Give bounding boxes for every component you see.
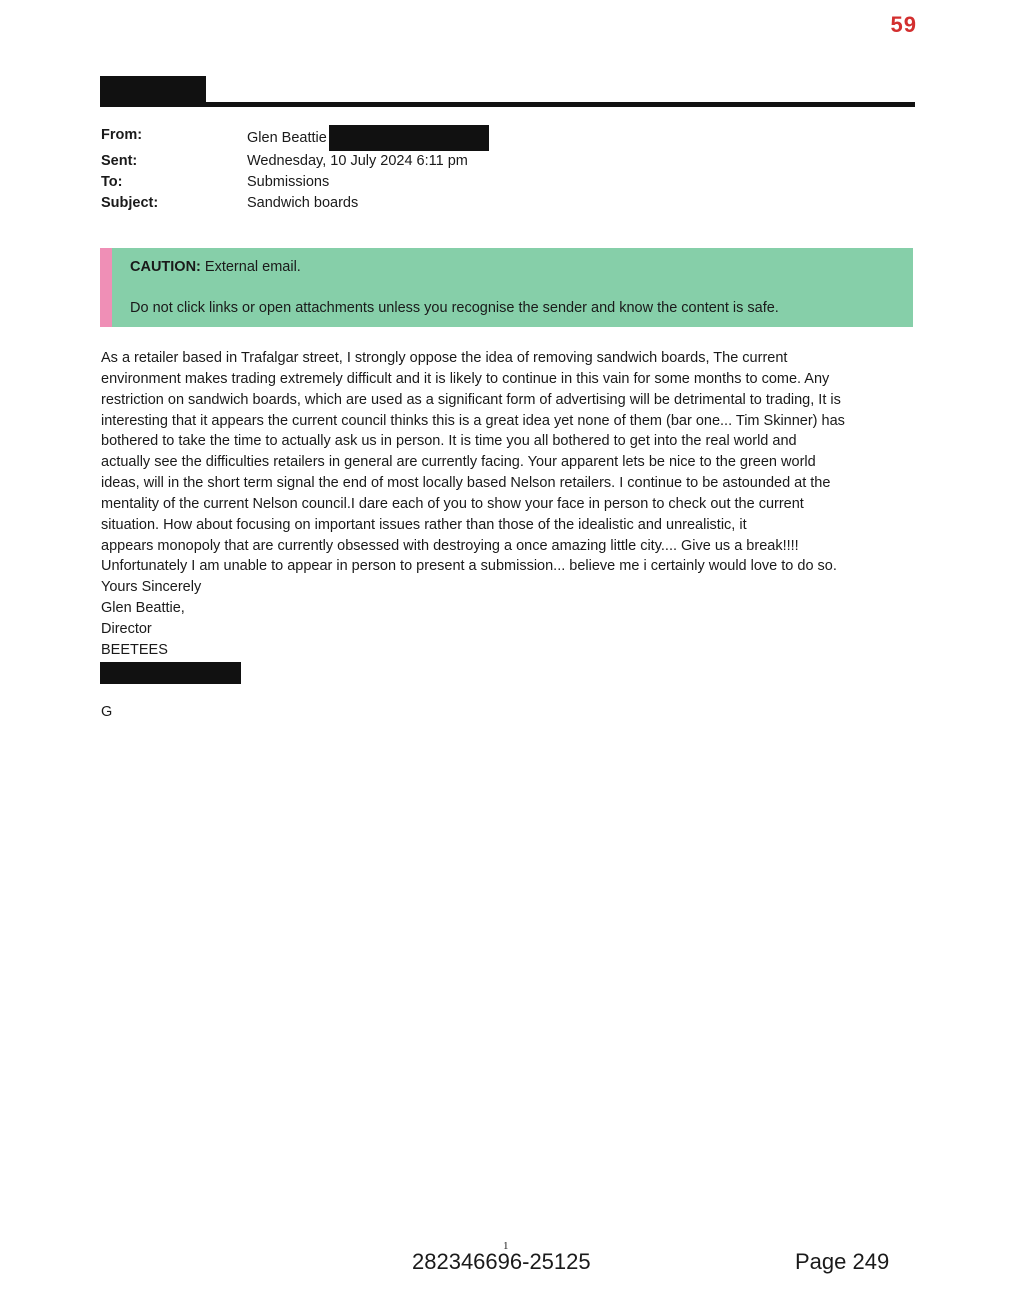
caution-label: CAUTION: (130, 259, 201, 275)
header-rule (100, 102, 915, 107)
signoff-line: Yours Sincerely (101, 579, 202, 596)
email-body (101, 348, 916, 661)
from-label: From: (101, 127, 143, 143)
body-line: actually see the difficulties retailers in general are currently facing. Your apparent lets be nice to the green world (101, 454, 816, 471)
body-line: bothered to take the time to actually ask us in person. It is time you all bothered to get into the real world and (101, 433, 797, 450)
sent-value: Wednesday, 10 July 2024 6:11 pm (247, 153, 468, 169)
redaction-signature-contact (100, 662, 241, 684)
caution-stripe (100, 248, 112, 327)
caution-text: External email. (200, 259, 301, 275)
email-metadata (101, 125, 489, 213)
sender-name: Glen Beattie (247, 129, 327, 146)
to-label: To: (101, 173, 123, 190)
signature-name: Glen Beattie, (101, 600, 185, 617)
caution-heading (130, 259, 301, 275)
trailing-text: G (101, 704, 113, 720)
from-row (101, 125, 489, 151)
body-line: environment makes trading extremely difficult and it is likely to continue in this vain for some months to come. Any (101, 370, 830, 387)
subject-value: Sandwich boards (247, 194, 359, 211)
body-line: restriction on sandwich boards, which are used as a significant form of advertising will be detrimental to trading, It is (101, 391, 841, 408)
to-value: Submissions (247, 173, 330, 190)
signature-company: BEETEES (101, 641, 168, 658)
caution-banner (100, 248, 913, 327)
caution-warning: Do not click links or open attachments unless you recognise the sender and know the content is safe. (130, 300, 779, 316)
footer-small-number: 1 (503, 1240, 509, 1252)
subject-row (101, 193, 489, 214)
sent-row (101, 151, 489, 172)
body-line: Unfortunately I am unable to appear in person to present a submission... believe me i certainly would love to do so. (101, 558, 837, 575)
body-line: situation. How about focusing on important issues rather than those of the idealistic and unrealistic, it (101, 516, 747, 533)
body-line: As a retailer based in Trafalgar street, I strongly oppose the idea of removing sandwich boards, The current (101, 350, 788, 366)
sent-label: Sent: (101, 153, 138, 169)
body-line: ideas, will in the short term signal the end of most locally based Nelson retailers. I continue to be astounded at the (101, 475, 831, 492)
to-row (101, 172, 489, 193)
signature-title: Director (101, 620, 152, 637)
body-line: interesting that it appears the current council thinks this is a great idea yet none of them (bar one... Tim Skinner) has (101, 412, 845, 429)
from-value (247, 125, 489, 151)
subject-label: Subject: (101, 194, 159, 211)
page-number: 59 (890, 12, 917, 37)
body-line: mentality of the current Nelson council.I dare each of you to show your face in person to check out the current (101, 495, 804, 512)
footer-document-id: 282346696-25125 (412, 1249, 591, 1274)
body-line: appears monopoly that are currently obsessed with destroying a once amazing little city.... Give us a break!!!! (101, 537, 799, 554)
redaction-sender-email (329, 125, 489, 151)
footer-page-label: Page 249 (795, 1249, 890, 1274)
